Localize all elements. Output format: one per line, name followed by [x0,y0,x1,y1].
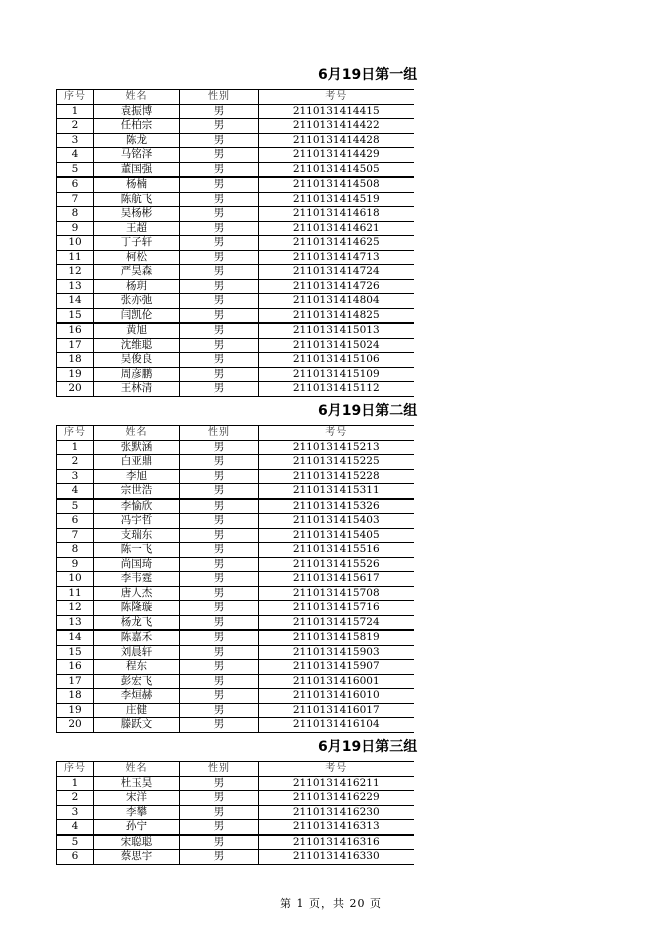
table-row [57,835,414,850]
cell-name: 孙宁 [94,820,180,835]
cell-name: 陈龙 [94,133,180,148]
cell-gender: 男 [180,703,259,718]
cell-gender: 男 [180,192,259,207]
table-row [57,689,414,704]
cell-seq: 17 [57,338,94,353]
table-row [57,615,414,630]
cell-gender: 男 [180,615,259,630]
header-name: 姓名 [94,426,180,441]
table-row [57,791,414,806]
cell-seq: 7 [57,528,94,543]
cell-exam_no: 2110131416330 [259,850,414,865]
cell-gender: 男 [180,660,259,675]
cell-name: 袁振博 [94,104,180,119]
cell-exam_no: 2110131415225 [259,455,414,470]
cell-gender: 男 [180,382,259,397]
cell-exam_no: 2110131415617 [259,572,414,587]
cell-name: 冯宇哲 [94,514,180,529]
table-row [57,265,414,280]
cell-name: 杨玥 [94,279,180,294]
cell-exam_no: 2110131414618 [259,207,414,222]
cell-name: 陈航飞 [94,192,180,207]
roster-table-2 [56,425,414,733]
cell-exam_no: 2110131414825 [259,308,414,323]
cell-gender: 男 [180,469,259,484]
cell-exam_no: 2110131415516 [259,543,414,558]
cell-gender: 男 [180,338,259,353]
cell-seq: 3 [57,133,94,148]
cell-name: 支瑞东 [94,528,180,543]
cell-seq: 2 [57,119,94,134]
cell-gender: 男 [180,791,259,806]
cell-name: 刘晨轩 [94,645,180,660]
cell-exam_no: 2110131414428 [259,133,414,148]
cell-exam_no: 2110131415013 [259,323,414,338]
cell-gender: 男 [180,133,259,148]
cell-exam_no: 2110131415405 [259,528,414,543]
table-row [57,557,414,572]
table-row [57,279,414,294]
cell-name: 丁子轩 [94,236,180,251]
table-header-row [57,90,414,105]
header-gender: 性别 [180,762,259,777]
cell-seq: 11 [57,586,94,601]
cell-seq: 20 [57,382,94,397]
table-row [57,528,414,543]
roster-table-3 [56,761,414,865]
header-gender: 性别 [180,426,259,441]
table-row [57,338,414,353]
cell-gender: 男 [180,323,259,338]
cell-name: 蔡思宇 [94,850,180,865]
cell-seq: 9 [57,221,94,236]
table-row [57,660,414,675]
cell-gender: 男 [180,148,259,163]
cell-gender: 男 [180,499,259,514]
cell-name: 杜玉昊 [94,776,180,791]
table-row [57,236,414,251]
cell-name: 吴俊良 [94,353,180,368]
cell-name: 张亦弛 [94,294,180,309]
cell-seq: 7 [57,192,94,207]
cell-seq: 13 [57,279,94,294]
cell-seq: 12 [57,601,94,616]
cell-gender: 男 [180,484,259,499]
header-gender: 性别 [180,90,259,105]
table-row [57,162,414,177]
cell-seq: 6 [57,514,94,529]
cell-seq: 16 [57,660,94,675]
cell-gender: 男 [180,820,259,835]
cell-exam_no: 2110131414724 [259,265,414,280]
cell-name: 任柏宗 [94,119,180,134]
table-row [57,484,414,499]
header-seq: 序号 [57,90,94,105]
cell-name: 陈一飞 [94,543,180,558]
header-name: 姓名 [94,90,180,105]
cell-name: 滕跃文 [94,718,180,733]
cell-seq: 5 [57,499,94,514]
cell-gender: 男 [180,440,259,455]
cell-exam_no: 2110131416229 [259,791,414,806]
cell-gender: 男 [180,776,259,791]
header-name: 姓名 [94,762,180,777]
table-row [57,850,414,865]
table-row [57,367,414,382]
cell-name: 彭宏飞 [94,674,180,689]
cell-exam_no: 2110131415112 [259,382,414,397]
cell-exam_no: 2110131415109 [259,367,414,382]
table-row [57,674,414,689]
cell-gender: 男 [180,221,259,236]
cell-seq: 15 [57,308,94,323]
table-row [57,805,414,820]
cell-gender: 男 [180,528,259,543]
cell-gender: 男 [180,835,259,850]
cell-seq: 8 [57,207,94,222]
cell-seq: 1 [57,440,94,455]
table-row [57,294,414,309]
cell-gender: 男 [180,557,259,572]
cell-name: 李烜赫 [94,689,180,704]
cell-seq: 2 [57,455,94,470]
cell-name: 李旭 [94,469,180,484]
cell-seq: 6 [57,177,94,192]
cell-name: 陈隆璇 [94,601,180,616]
roster-table-1 [56,89,414,397]
cell-gender: 男 [180,572,259,587]
cell-gender: 男 [180,279,259,294]
cell-name: 宋聪聪 [94,835,180,850]
cell-name: 黄旭 [94,323,180,338]
cell-exam_no: 2110131416316 [259,835,414,850]
table-row [57,221,414,236]
header-seq: 序号 [57,762,94,777]
table-row [57,353,414,368]
cell-name: 沈维聪 [94,338,180,353]
cell-seq: 18 [57,689,94,704]
table-row [57,469,414,484]
cell-gender: 男 [180,294,259,309]
cell-gender: 男 [180,353,259,368]
cell-name: 吴杨彬 [94,207,180,222]
cell-seq: 16 [57,323,94,338]
cell-name: 宋洋 [94,791,180,806]
cell-seq: 14 [57,294,94,309]
page-footer: 第 1 页，共 20 页 [280,897,382,910]
table-row [57,645,414,660]
cell-exam_no: 2110131416010 [259,689,414,704]
cell-name: 张默涵 [94,440,180,455]
cell-gender: 男 [180,308,259,323]
cell-seq: 15 [57,645,94,660]
cell-gender: 男 [180,367,259,382]
cell-exam_no: 2110131415024 [259,338,414,353]
table-row [57,776,414,791]
cell-gender: 男 [180,805,259,820]
table-header-row [57,762,414,777]
table-row [57,207,414,222]
cell-exam_no: 2110131414625 [259,236,414,251]
cell-exam_no: 2110131415326 [259,499,414,514]
cell-name: 董国强 [94,162,180,177]
cell-exam_no: 2110131415903 [259,645,414,660]
cell-exam_no: 2110131416211 [259,776,414,791]
cell-exam_no: 2110131415716 [259,601,414,616]
table-row [57,514,414,529]
cell-gender: 男 [180,718,259,733]
cell-exam_no: 2110131414726 [259,279,414,294]
table-header-row [57,426,414,441]
cell-gender: 男 [180,177,259,192]
cell-exam_no: 2110131416017 [259,703,414,718]
cell-seq: 12 [57,265,94,280]
cell-seq: 8 [57,543,94,558]
cell-gender: 男 [180,514,259,529]
cell-exam_no: 2110131416313 [259,820,414,835]
cell-exam_no: 2110131415724 [259,615,414,630]
cell-gender: 男 [180,630,259,645]
cell-exam_no: 2110131415213 [259,440,414,455]
cell-gender: 男 [180,207,259,222]
cell-name: 尚国琦 [94,557,180,572]
table-row [57,586,414,601]
group-title-2: 6月19日第二组 [318,403,418,419]
cell-gender: 男 [180,586,259,601]
cell-name: 庄健 [94,703,180,718]
cell-seq: 5 [57,835,94,850]
cell-name: 马铭泽 [94,148,180,163]
cell-seq: 6 [57,850,94,865]
cell-seq: 1 [57,776,94,791]
cell-name: 杨龙飞 [94,615,180,630]
cell-seq: 17 [57,674,94,689]
table-row [57,820,414,835]
cell-seq: 3 [57,805,94,820]
header-exam_no: 考号 [259,762,414,777]
cell-gender: 男 [180,455,259,470]
table-row [57,133,414,148]
table-row [57,718,414,733]
cell-exam_no: 2110131414804 [259,294,414,309]
cell-gender: 男 [180,674,259,689]
cell-exam_no: 2110131414505 [259,162,414,177]
group-title-1: 6月19日第一组 [318,67,418,83]
table-row [57,104,414,119]
table-row [57,543,414,558]
cell-seq: 13 [57,615,94,630]
cell-exam_no: 2110131414508 [259,177,414,192]
cell-exam_no: 2110131414422 [259,119,414,134]
cell-gender: 男 [180,236,259,251]
cell-name: 程东 [94,660,180,675]
table-row [57,572,414,587]
cell-exam_no: 2110131416104 [259,718,414,733]
header-exam_no: 考号 [259,426,414,441]
table-row [57,455,414,470]
cell-seq: 19 [57,703,94,718]
cell-exam_no: 2110131415228 [259,469,414,484]
cell-seq: 20 [57,718,94,733]
cell-gender: 男 [180,850,259,865]
cell-seq: 2 [57,791,94,806]
cell-exam_no: 2110131414429 [259,148,414,163]
header-exam_no: 考号 [259,90,414,105]
cell-exam_no: 2110131415106 [259,353,414,368]
cell-name: 杨楠 [94,177,180,192]
cell-name: 宗世浩 [94,484,180,499]
cell-gender: 男 [180,601,259,616]
cell-exam_no: 2110131414415 [259,104,414,119]
cell-seq: 18 [57,353,94,368]
cell-seq: 14 [57,630,94,645]
group-title-3: 6月19日第三组 [318,739,418,755]
cell-name: 李韦霆 [94,572,180,587]
cell-exam_no: 2110131415708 [259,586,414,601]
cell-seq: 4 [57,148,94,163]
cell-name: 闫凯伦 [94,308,180,323]
cell-exam_no: 2110131415907 [259,660,414,675]
cell-name: 李攀 [94,805,180,820]
cell-gender: 男 [180,104,259,119]
cell-exam_no: 2110131414519 [259,192,414,207]
cell-gender: 男 [180,689,259,704]
cell-name: 柯松 [94,250,180,265]
cell-seq: 10 [57,236,94,251]
table-row [57,177,414,192]
cell-exam_no: 2110131415311 [259,484,414,499]
cell-seq: 9 [57,557,94,572]
table-row [57,323,414,338]
cell-exam_no: 2110131415819 [259,630,414,645]
cell-name: 唐人杰 [94,586,180,601]
table-row [57,440,414,455]
cell-gender: 男 [180,543,259,558]
cell-name: 王超 [94,221,180,236]
cell-seq: 1 [57,104,94,119]
cell-name: 李愉欣 [94,499,180,514]
cell-exam_no: 2110131414713 [259,250,414,265]
cell-gender: 男 [180,645,259,660]
cell-name: 白亚鼎 [94,455,180,470]
table-row [57,601,414,616]
cell-exam_no: 2110131414621 [259,221,414,236]
table-row [57,192,414,207]
cell-gender: 男 [180,162,259,177]
cell-name: 周彦鹏 [94,367,180,382]
cell-exam_no: 2110131415403 [259,514,414,529]
cell-gender: 男 [180,250,259,265]
table-row [57,148,414,163]
cell-gender: 男 [180,265,259,280]
table-row [57,308,414,323]
table-row [57,499,414,514]
cell-exam_no: 2110131415526 [259,557,414,572]
cell-name: 陈嘉禾 [94,630,180,645]
cell-name: 严昊森 [94,265,180,280]
table-row [57,250,414,265]
cell-seq: 19 [57,367,94,382]
cell-exam_no: 2110131416001 [259,674,414,689]
cell-seq: 10 [57,572,94,587]
table-row [57,630,414,645]
cell-seq: 4 [57,820,94,835]
table-row [57,119,414,134]
cell-name: 王林清 [94,382,180,397]
cell-seq: 11 [57,250,94,265]
cell-gender: 男 [180,119,259,134]
cell-exam_no: 2110131416230 [259,805,414,820]
cell-seq: 5 [57,162,94,177]
table-row [57,703,414,718]
table-row [57,382,414,397]
cell-seq: 4 [57,484,94,499]
cell-seq: 3 [57,469,94,484]
header-seq: 序号 [57,426,94,441]
